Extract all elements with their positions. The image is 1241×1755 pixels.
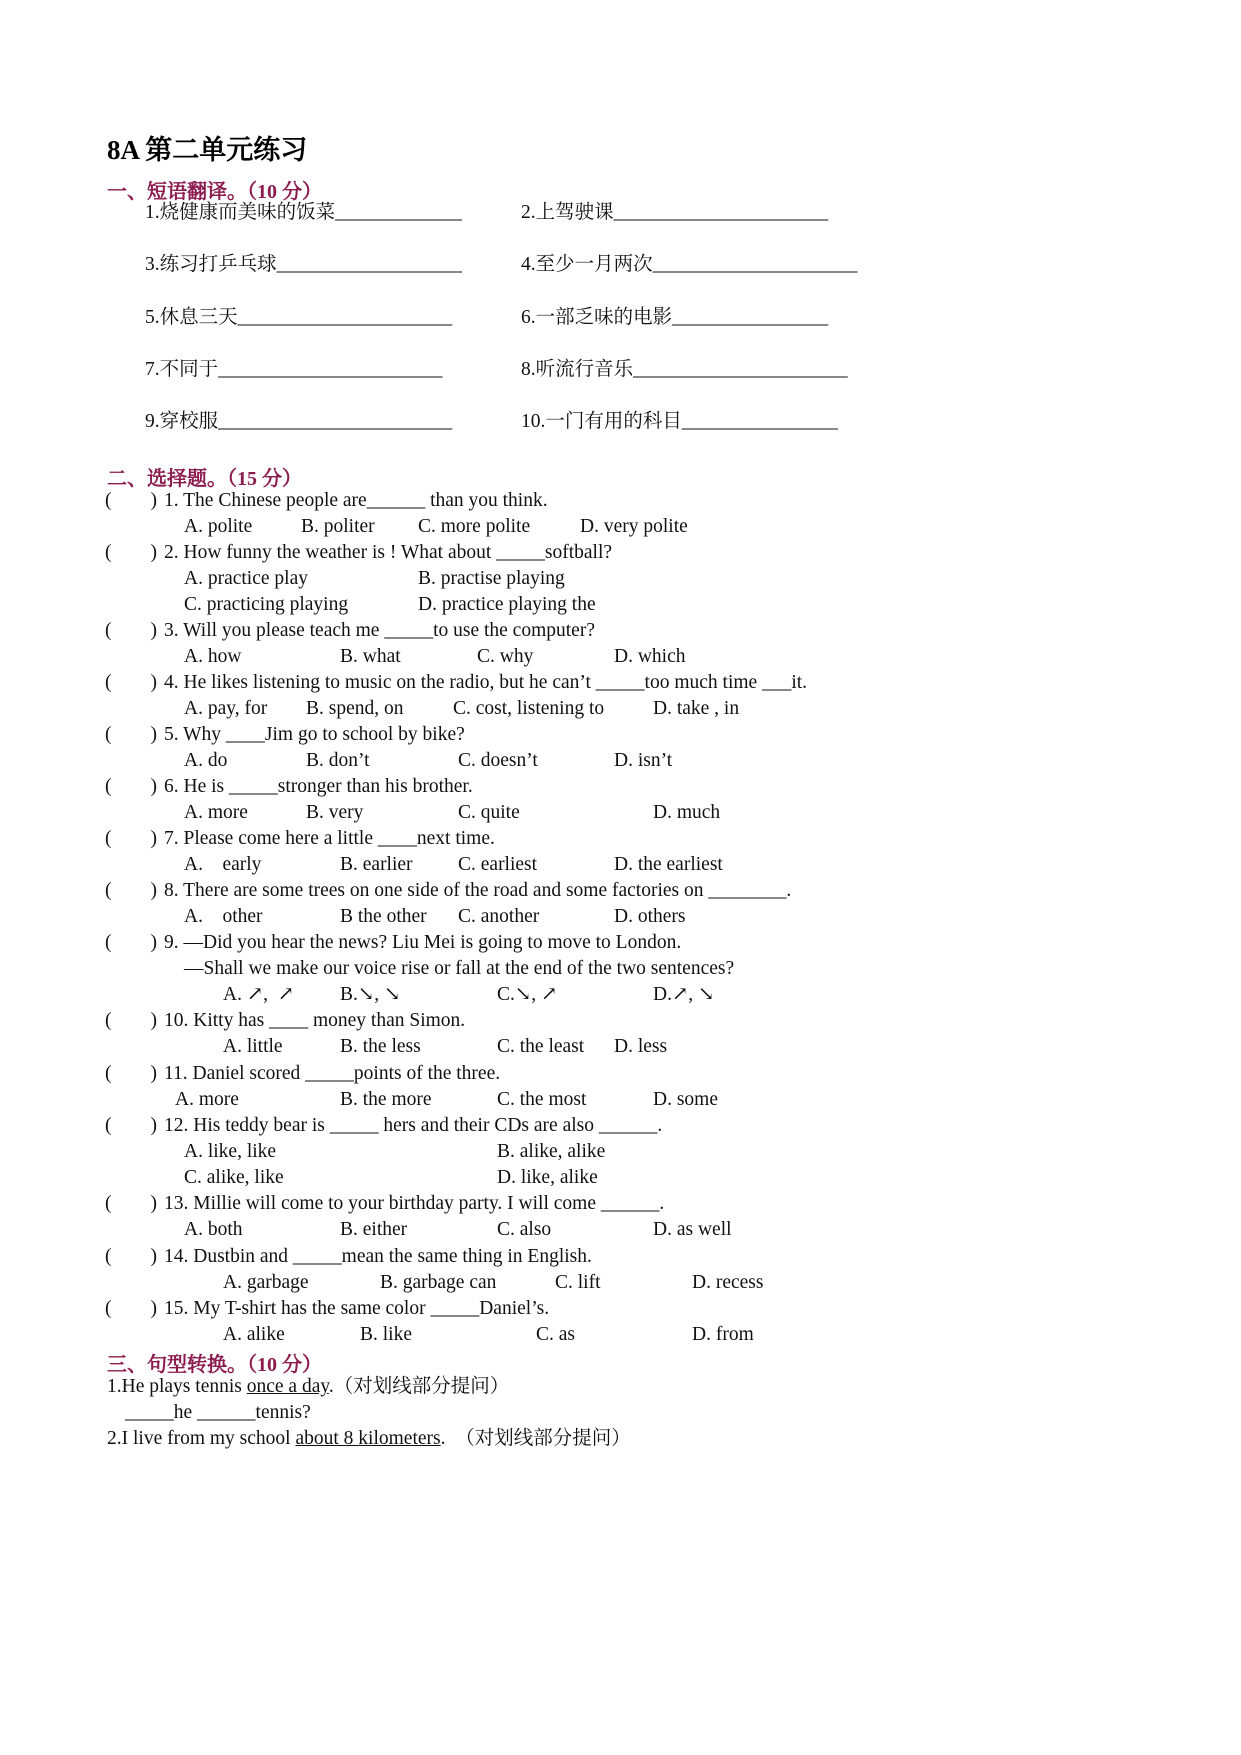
option: C. why <box>477 646 534 667</box>
option: C.↘, ↗ <box>497 984 558 1005</box>
option: B. the less <box>340 1036 421 1057</box>
option: B. very <box>306 802 364 823</box>
option: C. cost, listening to <box>453 698 605 719</box>
question-text: 15. My T-shirt has the same color _____Daniel’s. <box>164 1298 550 1319</box>
underlined-part: about 8 kilometers <box>295 1428 441 1449</box>
option: A. polite <box>184 516 253 537</box>
option: A. garbage <box>223 1272 309 1293</box>
option: D.↗, ↘ <box>653 984 715 1005</box>
option: C. another <box>458 906 540 927</box>
translation-item: 1.烧健康而美味的饭菜_____________ <box>145 202 462 223</box>
question-text: 13. Millie will come to your birthday party. I will come ______. <box>164 1193 665 1214</box>
option: B the other <box>340 906 427 927</box>
option: B. don’t <box>306 750 370 771</box>
answer-paren: ( ) <box>105 542 157 563</box>
answer-paren: ( ) <box>105 1010 157 1031</box>
question-text: 10. Kitty has ____ money than Simon. <box>164 1010 466 1031</box>
option: B. garbage can <box>380 1272 497 1293</box>
option: D. the earliest <box>614 854 723 875</box>
translation-item: 3.练习打乒乓球___________________ <box>145 254 462 275</box>
question-text: 9. —Did you hear the news? Liu Mei is going to move to London. <box>164 932 682 953</box>
option: B. alike, alike <box>497 1141 606 1162</box>
question-text: 11. Daniel scored _____points of the three. <box>164 1063 501 1084</box>
option: D. from <box>692 1324 754 1345</box>
option: C. more polite <box>418 516 531 537</box>
question-text: 2. How funny the weather is ! What about _____softball? <box>164 542 613 563</box>
question-text: 12. His teddy bear is _____ hers and their CDs are also ______. <box>164 1115 663 1136</box>
translation-item: 2.上驾驶课______________________ <box>521 202 829 223</box>
option: B.↘, ↘ <box>340 984 401 1005</box>
option: D. some <box>653 1089 718 1110</box>
option: A. like, like <box>184 1141 277 1162</box>
option: D. practice playing the <box>418 594 596 615</box>
option: C. practicing playing <box>184 594 349 615</box>
option: D. recess <box>692 1272 764 1293</box>
option: D. others <box>614 906 686 927</box>
option: D. isn’t <box>614 750 673 771</box>
translation-item: 4.至少一月两次_____________________ <box>521 254 858 275</box>
option: D. like, alike <box>497 1167 598 1188</box>
option: D. less <box>614 1036 668 1057</box>
option: A. practice play <box>184 568 308 589</box>
question-text: 8. There are some trees on one side of the road and some factories on ________. <box>164 880 792 901</box>
option: A. do <box>184 750 228 771</box>
translation-item: 9.穿校服________________________ <box>145 411 453 432</box>
question-text: 5. Why ____Jim go to school by bike? <box>164 724 465 745</box>
option: C. doesn’t <box>458 750 538 771</box>
option: B. like <box>360 1324 412 1345</box>
option: A. little <box>223 1036 283 1057</box>
answer-paren: ( ) <box>105 1115 157 1136</box>
transform-sentence-2 <box>107 1427 631 1451</box>
option: B. what <box>340 646 401 667</box>
translation-item: 5.休息三天______________________ <box>145 307 453 328</box>
option: C. alike, like <box>184 1167 284 1188</box>
sentence-text: 1.He plays tennis <box>107 1376 247 1397</box>
answer-paren: ( ) <box>105 1193 157 1214</box>
option: B. either <box>340 1219 408 1240</box>
option: B. practise playing <box>418 568 565 589</box>
option: D. much <box>653 802 721 823</box>
question-text: 4. He likes listening to music on the radio, but he can’t _____too much time ___it. <box>164 672 808 693</box>
answer-paren: ( ) <box>105 672 157 693</box>
option: C. the most <box>497 1089 587 1110</box>
answer-paren: ( ) <box>105 1298 157 1319</box>
answer-paren: ( ) <box>105 880 157 901</box>
option: D. very polite <box>580 516 688 537</box>
page-title: 8A 第二单元练习 <box>107 135 308 165</box>
instruction: .（对划线部分提问） <box>328 1376 510 1397</box>
answer-paren: ( ) <box>105 620 157 641</box>
option: B. earlier <box>340 854 413 875</box>
option: A. more <box>175 1089 239 1110</box>
underlined-part: once a day <box>246 1376 329 1397</box>
question-text-line2: —Shall we make our voice rise or fall at the end of the two sentences? <box>184 958 735 979</box>
translation-item: 10.一门有用的科目________________ <box>521 411 838 432</box>
option: D. which <box>614 646 686 667</box>
option: A. how <box>184 646 242 667</box>
section-heading-transform: 三、句型转换。（10 分） <box>107 1354 322 1376</box>
option: C. the least <box>497 1036 585 1057</box>
translation-item: 7.不同于_______________________ <box>145 359 443 380</box>
option: C. earliest <box>458 854 538 875</box>
question-text: 3. Will you please teach me _____to use the computer? <box>164 620 595 641</box>
option: A. early <box>184 854 262 875</box>
option: B. politer <box>301 516 375 537</box>
instruction: . （对划线部分提问） <box>440 1428 631 1449</box>
option: A. more <box>184 802 248 823</box>
option: B. spend, on <box>306 698 404 719</box>
option: C. also <box>497 1219 552 1240</box>
option: A. alike <box>223 1324 285 1345</box>
question-text: 1. The Chinese people are______ than you think. <box>164 490 548 511</box>
section-heading-translation: 一、短语翻译。（10 分） <box>107 181 322 203</box>
option: C. as <box>536 1324 575 1345</box>
answer-paren: ( ) <box>105 1246 157 1267</box>
question-text: 7. Please come here a little ____next time. <box>164 828 495 849</box>
option: C. lift <box>555 1272 601 1293</box>
option: A. ↗, ↗ <box>223 984 295 1005</box>
answer-blank-line: _____he ______tennis? <box>125 1402 311 1423</box>
sentence-text: 2.I live from my school <box>107 1428 296 1449</box>
answer-paren: ( ) <box>105 932 157 953</box>
answer-paren: ( ) <box>105 724 157 745</box>
answer-paren: ( ) <box>105 490 157 511</box>
option: A. other <box>184 906 263 927</box>
translation-item: 8.听流行音乐______________________ <box>521 359 848 380</box>
question-text: 14. Dustbin and _____mean the same thing in English. <box>164 1246 592 1267</box>
answer-paren: ( ) <box>105 828 157 849</box>
option: A. pay, for <box>184 698 268 719</box>
option: D. as well <box>653 1219 732 1240</box>
option: B. the more <box>340 1089 432 1110</box>
answer-paren: ( ) <box>105 776 157 797</box>
option: A. both <box>184 1219 243 1240</box>
question-text: 6. He is _____stronger than his brother. <box>164 776 473 797</box>
transform-sentence-1 <box>107 1375 509 1399</box>
translation-item: 6.一部乏味的电影________________ <box>521 307 829 328</box>
option: C. quite <box>458 802 520 823</box>
answer-paren: ( ) <box>105 1063 157 1084</box>
option: D. take , in <box>653 698 740 719</box>
section-heading-choice: 二、选择题。（15 分） <box>107 468 302 490</box>
